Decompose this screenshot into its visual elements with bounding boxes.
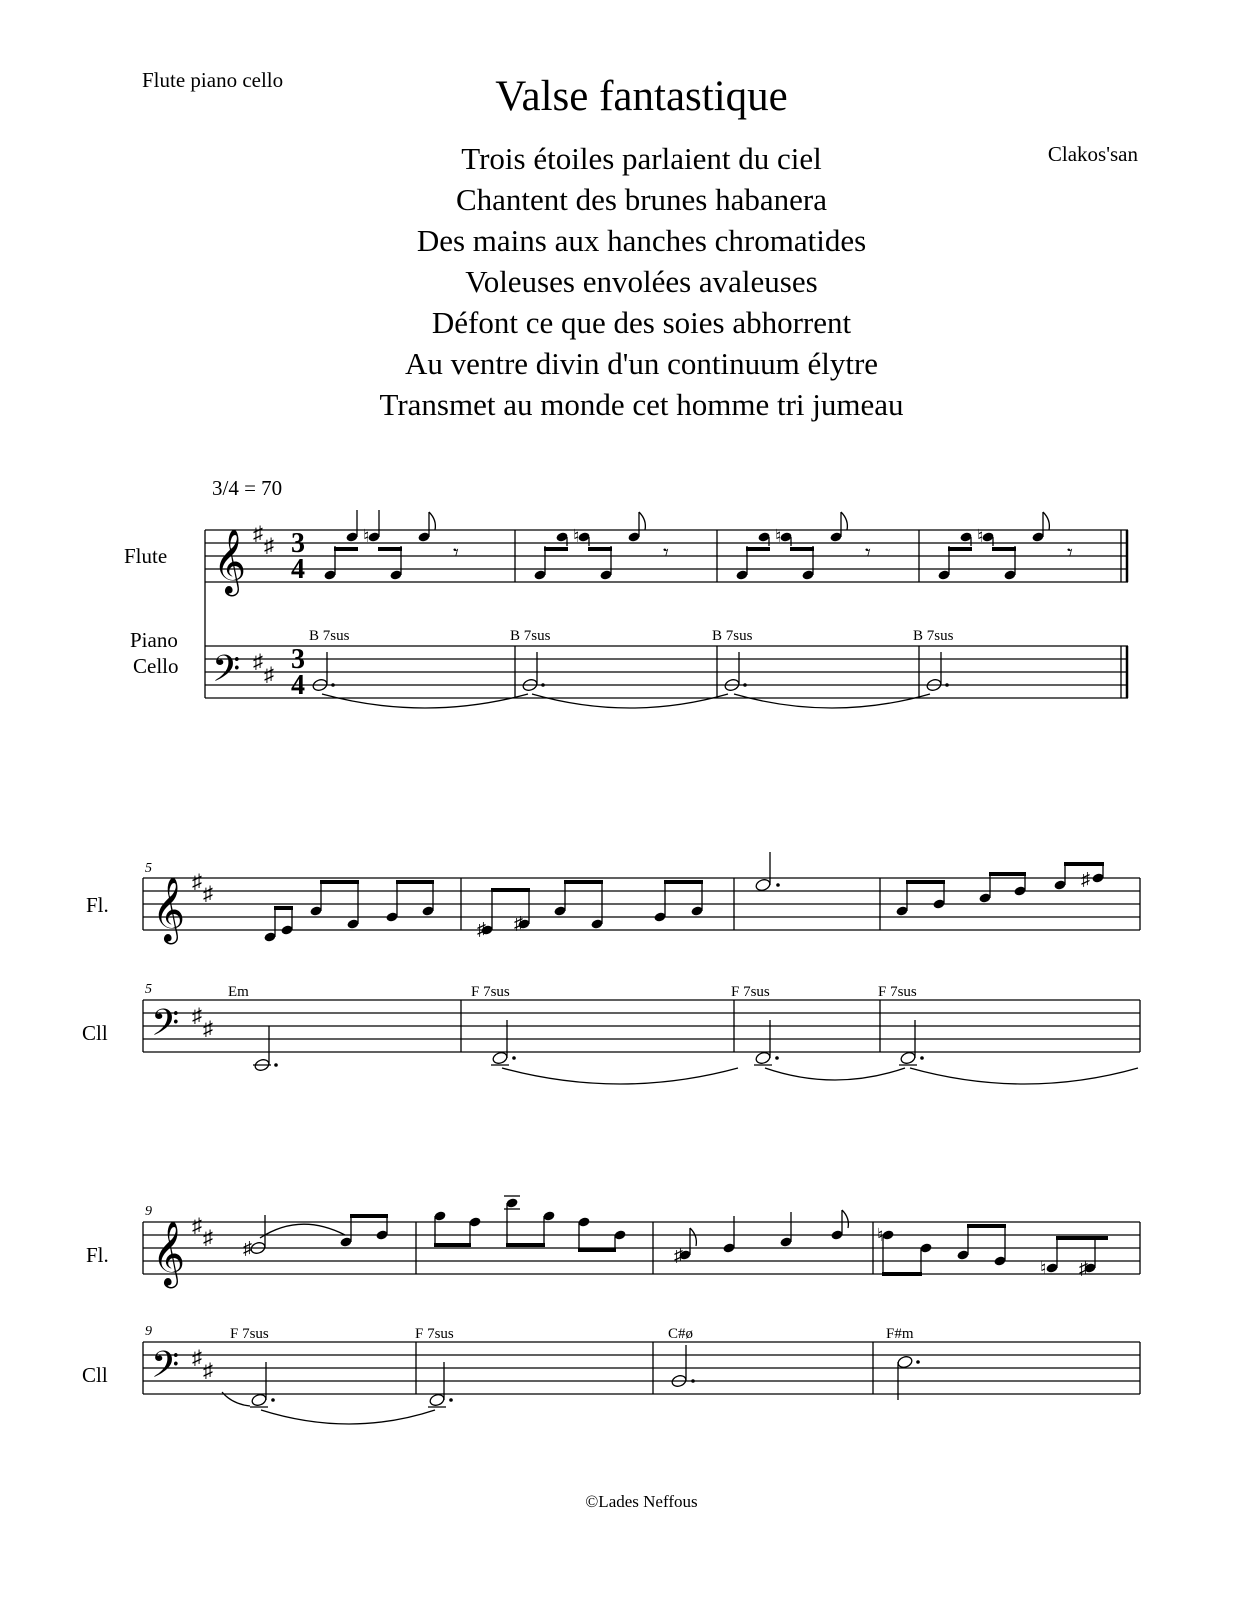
svg-text:♯: ♯ bbox=[192, 1215, 202, 1237]
measure-4-flute bbox=[937, 512, 1049, 581]
svg-text:♯: ♯ bbox=[514, 913, 523, 933]
svg-text:𝄾: 𝄾 bbox=[453, 540, 459, 565]
svg-text:♮: ♮ bbox=[1040, 1258, 1047, 1278]
chord-symbol: F 7sus bbox=[878, 984, 917, 1000]
cello-notes-system-1 bbox=[312, 652, 949, 708]
chord-symbol: F 7sus bbox=[230, 1326, 269, 1342]
flute-notes-system-2 bbox=[263, 852, 1104, 943]
poem-line: Chantent des brunes habanera bbox=[455, 182, 827, 217]
svg-text:♯: ♯ bbox=[192, 871, 202, 893]
piece-title: Valse fantastique bbox=[495, 73, 788, 120]
svg-text:3: 3 bbox=[291, 528, 305, 559]
svg-text:4: 4 bbox=[291, 554, 305, 585]
svg-text:♯: ♯ bbox=[203, 1018, 213, 1040]
svg-text:♯: ♯ bbox=[203, 1227, 213, 1249]
svg-text:♯: ♯ bbox=[243, 1238, 252, 1258]
svg-text:♯: ♯ bbox=[203, 1360, 213, 1382]
svg-text:♯: ♯ bbox=[253, 651, 263, 673]
system-2 bbox=[143, 852, 1140, 1084]
svg-text:3: 3 bbox=[291, 644, 305, 675]
flute-instrument-label: Fl. bbox=[86, 893, 109, 917]
instrumentation-label: Flute piano cello bbox=[142, 68, 284, 92]
treble-clef-icon: 𝄞 bbox=[213, 531, 247, 593]
cello-notes-system-3 bbox=[222, 1345, 920, 1424]
chord-symbol: F 7sus bbox=[731, 984, 770, 1000]
poem-line: Transmet au monde cet homme tri jumeau bbox=[379, 387, 904, 422]
chord-symbol: C#ø bbox=[668, 1326, 694, 1342]
measure-numbers bbox=[145, 861, 152, 1339]
tempo-marking: 3/4 = 70 bbox=[212, 476, 283, 500]
system-3 bbox=[143, 1196, 1140, 1424]
chord-symbol: B 7sus bbox=[510, 628, 551, 644]
measure-1-flute bbox=[323, 510, 435, 581]
svg-text:♮: ♮ bbox=[775, 526, 782, 546]
treble-clef-icon: 𝄞 bbox=[152, 1223, 186, 1285]
svg-text:♯: ♯ bbox=[264, 664, 274, 686]
flute-staff bbox=[143, 1222, 1140, 1274]
svg-text:♮: ♮ bbox=[977, 526, 984, 546]
poem-line: Des mains aux hanches chromatides bbox=[416, 223, 867, 258]
svg-text:♯: ♯ bbox=[477, 919, 486, 939]
bass-clef-icon: 𝄢 bbox=[151, 1345, 180, 1394]
cello-staff bbox=[143, 1000, 1140, 1052]
svg-text:♯: ♯ bbox=[264, 535, 274, 557]
accidentals bbox=[243, 526, 1090, 1278]
flute-instrument-label: Flute bbox=[124, 544, 168, 568]
svg-text:9: 9 bbox=[145, 1324, 152, 1339]
svg-text:9: 9 bbox=[145, 1204, 152, 1219]
composer-name: Clakos'san bbox=[1047, 142, 1138, 166]
treble-clef-icon: 𝄞 bbox=[152, 879, 186, 941]
chord-symbol: F 7sus bbox=[415, 1326, 454, 1342]
bass-clef-icon: 𝄢 bbox=[151, 1003, 180, 1052]
chord-symbol: B 7sus bbox=[309, 628, 350, 644]
svg-text:♯: ♯ bbox=[1081, 869, 1090, 889]
measure-3-flute bbox=[735, 512, 847, 581]
svg-text:𝄾: 𝄾 bbox=[1067, 540, 1073, 565]
poem-line: Trois étoiles parlaient du ciel bbox=[461, 141, 822, 176]
svg-text:♯: ♯ bbox=[203, 883, 213, 905]
barlines bbox=[515, 530, 1127, 698]
cello-instrument-label: Cll bbox=[82, 1021, 108, 1045]
poem-line: Au ventre divin d'un continuum élytre bbox=[404, 346, 879, 381]
cello-staff bbox=[205, 646, 1128, 698]
svg-text:♮: ♮ bbox=[573, 526, 580, 546]
svg-text:♮: ♮ bbox=[877, 1225, 884, 1245]
bass-clef-icon: 𝄢 bbox=[212, 649, 241, 698]
svg-text:♯: ♯ bbox=[253, 523, 263, 545]
cello-staff bbox=[143, 1342, 1140, 1394]
svg-text:4: 4 bbox=[291, 670, 305, 701]
chord-symbol: Em bbox=[228, 984, 249, 1000]
chord-symbol: F 7sus bbox=[471, 984, 510, 1000]
svg-text:♯: ♯ bbox=[1079, 1258, 1088, 1278]
svg-text:5: 5 bbox=[145, 982, 152, 997]
copyright-notice: ©Lades Neffous bbox=[585, 1492, 698, 1511]
cello-instrument-label: Cello bbox=[133, 654, 179, 678]
chord-symbol: B 7sus bbox=[913, 628, 954, 644]
time-signature bbox=[291, 528, 305, 701]
poem-line: Voleuses envolées avaleuses bbox=[465, 264, 818, 299]
svg-text:5: 5 bbox=[145, 861, 152, 876]
flute-instrument-label: Fl. bbox=[86, 1243, 109, 1267]
chord-symbol: B 7sus bbox=[712, 628, 753, 644]
chord-symbol: F#m bbox=[886, 1326, 914, 1342]
flute-notes-system-1 bbox=[323, 510, 1049, 581]
piano-instrument-label: Piano bbox=[130, 628, 178, 652]
measure-2-flute bbox=[533, 512, 645, 581]
svg-text:𝄾: 𝄾 bbox=[865, 540, 871, 565]
svg-text:♯: ♯ bbox=[192, 1347, 202, 1369]
svg-text:♯: ♯ bbox=[192, 1005, 202, 1027]
svg-text:♮: ♮ bbox=[363, 526, 370, 546]
cello-instrument-label: Cll bbox=[82, 1363, 108, 1387]
poem-line: Défont ce que des soies abhorrent bbox=[431, 305, 852, 340]
svg-text:𝄾: 𝄾 bbox=[663, 540, 669, 565]
svg-text:♯: ♯ bbox=[674, 1245, 683, 1265]
